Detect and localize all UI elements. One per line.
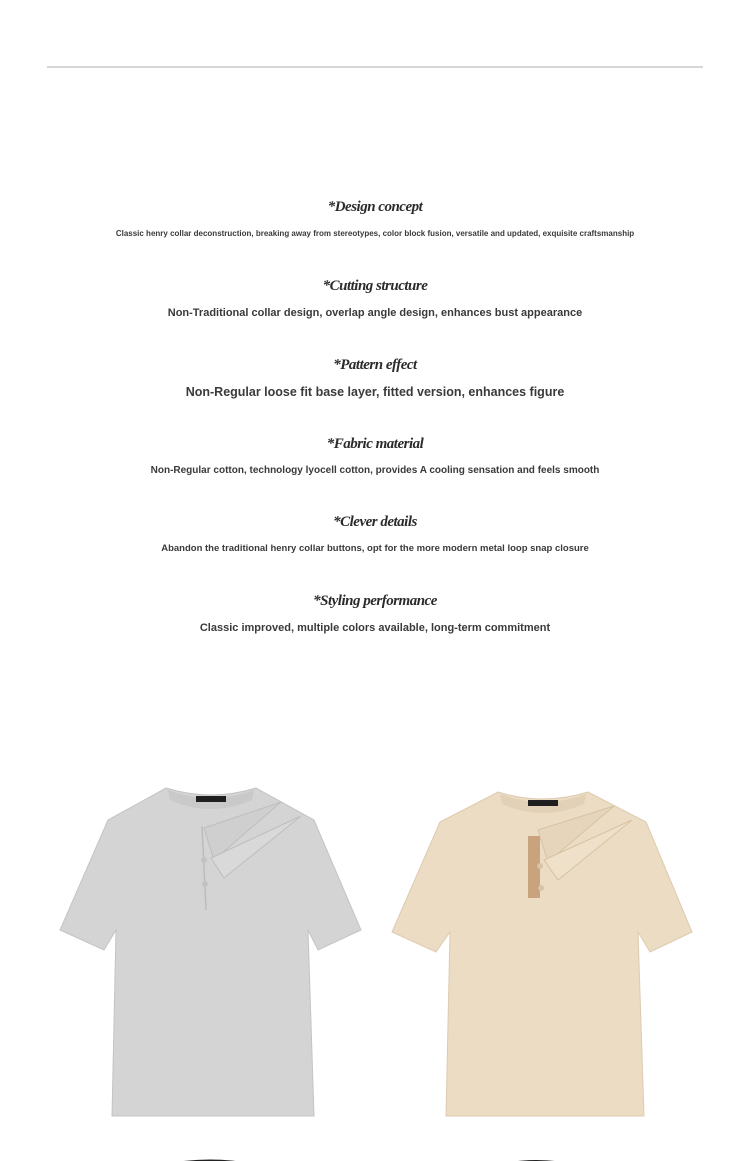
feature-heading: *Fabric material <box>326 436 424 452</box>
feature-description: Non-Regular cotton, technology lyocell cotton, provides A cooling sensation and feels smooth <box>150 465 600 476</box>
feature-cutting-structure <box>0 278 750 319</box>
feature-heading: *Cutting structure <box>322 278 428 294</box>
feature-fabric-material <box>0 436 750 476</box>
feature-heading: *Clever details <box>333 514 417 530</box>
feature-description: Abandon the traditional henry collar buttons, opt for the more modern metal loop snap closure <box>161 543 589 554</box>
next-product-image-peek-left <box>150 1152 270 1161</box>
feature-heading: *Pattern effect <box>333 357 417 373</box>
feature-heading: *Styling performance <box>313 593 437 609</box>
product-image-grey-tshirt <box>56 780 366 1125</box>
feature-description: Non-Traditional collar design, overlap angle design, enhances bust appearance <box>167 307 583 319</box>
beige-tshirt-brand-label <box>528 800 558 806</box>
feature-description: Non-Regular loose fit base layer, fitted version, enhances figure <box>185 385 565 399</box>
top-divider <box>47 66 703 68</box>
feature-heading: *Design concept <box>327 199 423 215</box>
feature-design-concept <box>0 199 750 238</box>
feature-description: Classic henry collar deconstruction, breaking away from stereotypes, color block fusion, versatile and updated, exquisite craftsmanship <box>115 229 635 238</box>
grey-tshirt-brand-label <box>196 796 226 802</box>
next-product-image-peek-right <box>485 1152 590 1161</box>
feature-clever-details <box>0 514 750 554</box>
feature-pattern-effect <box>0 357 750 399</box>
feature-styling-performance <box>0 593 750 634</box>
product-image-beige-tshirt <box>388 780 698 1125</box>
feature-description: Classic improved, multiple colors available, long-term commitment <box>199 622 551 634</box>
